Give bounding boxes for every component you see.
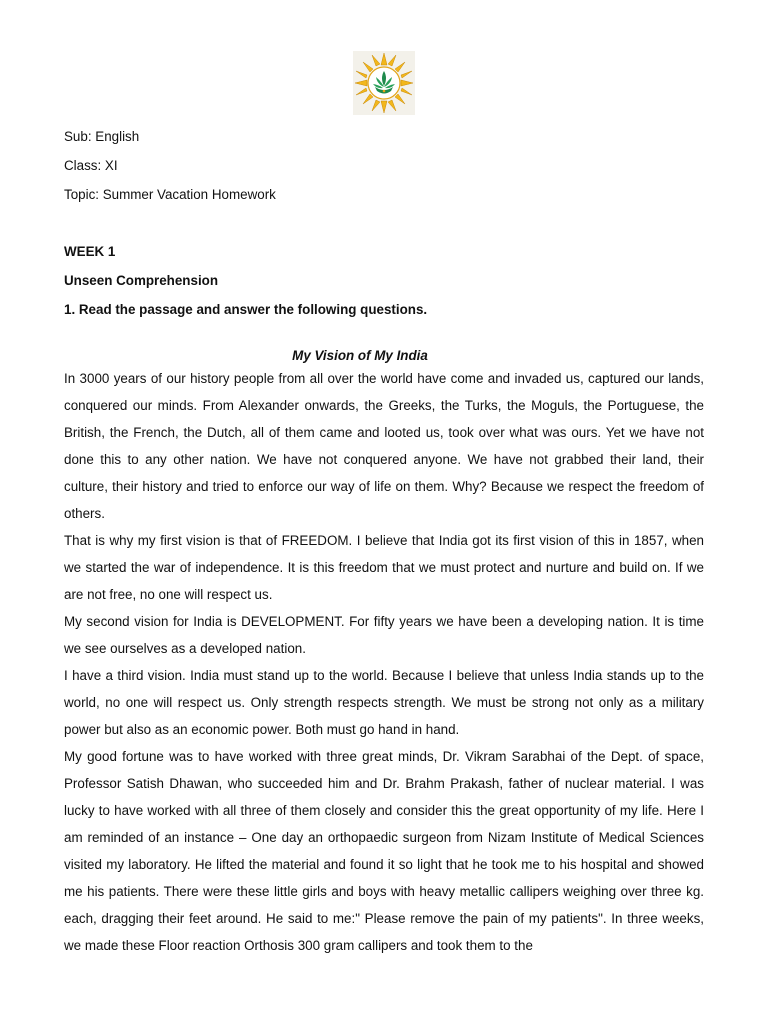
topic-line: Topic: Summer Vacation Homework: [64, 187, 276, 202]
passage-paragraph: My second vision for India is DEVELOPMENT. For fifty years we have been a developing nation. It is time we see ourselves as a developed nation.: [64, 614, 704, 656]
passage-title: My Vision of My India: [292, 348, 428, 363]
class-line: Class: XI: [64, 158, 118, 173]
passage-paragraph: That is why my first vision is that of FREEDOM. I believe that India got its first vision of this in 1857, when we started the war of independence. It is this freedom that we must protect and nurture and build on. If we are not free, no one will respect us.: [64, 533, 704, 602]
sun-lotus-emblem-icon: [353, 51, 415, 115]
passage-paragraph: My good fortune was to have worked with three great minds, Dr. Vikram Sarabhai of the Dept. of space, Professor Satish Dhawan, who succeeded him and Dr. Brahm Prakash, father of nuclear material. I was lucky to have worked with all three of them closely and consider this the great opportunity of my life. Here I am reminded of an instance – One day an orthopaedic surgeon from Nizam Institute of Medical Sciences visited my laboratory. He lifted the material and found it so light that he took me to his hospital and showed me his patients. There were these little girls and boys with heavy metallic callipers weighing over three kg. each, dragging their feet around. He said to me:" Please remove the pain of my patients". In three weeks, we made these Floor reaction Orthosis 300 gram callipers and took them to the: [64, 749, 704, 953]
instruction-line: 1. Read the passage and answer the following questions.: [64, 302, 428, 317]
passage-paragraph: I have a third vision. India must stand up to the world. Because I believe that unless India stands up to the world, no one will respect us. Only strength respects strength. We must be strong not only as a military power but also as an economic power. Both must go hand in hand.: [64, 668, 704, 737]
passage-paragraph: In 3000 years of our history people from all over the world have come and invaded us, captured our lands, conquered our minds. From Alexander onwards, the Greeks, the Turks, the Moguls, the Portuguese, the British, the French, the Dutch, all of them came and looted us, took over what was ours. Yet we have not done this to any other nation. We have not conquered anyone. We have not grabbed their land, their culture, their history and tried to enforce our way of life on them. Why? Because we respect the freedom of others.: [64, 371, 704, 521]
section-heading: Unseen Comprehension: [64, 273, 219, 288]
week-heading: WEEK 1: [64, 244, 116, 259]
subject-line: Sub: English: [64, 129, 140, 144]
passage-body: [64, 365, 704, 959]
